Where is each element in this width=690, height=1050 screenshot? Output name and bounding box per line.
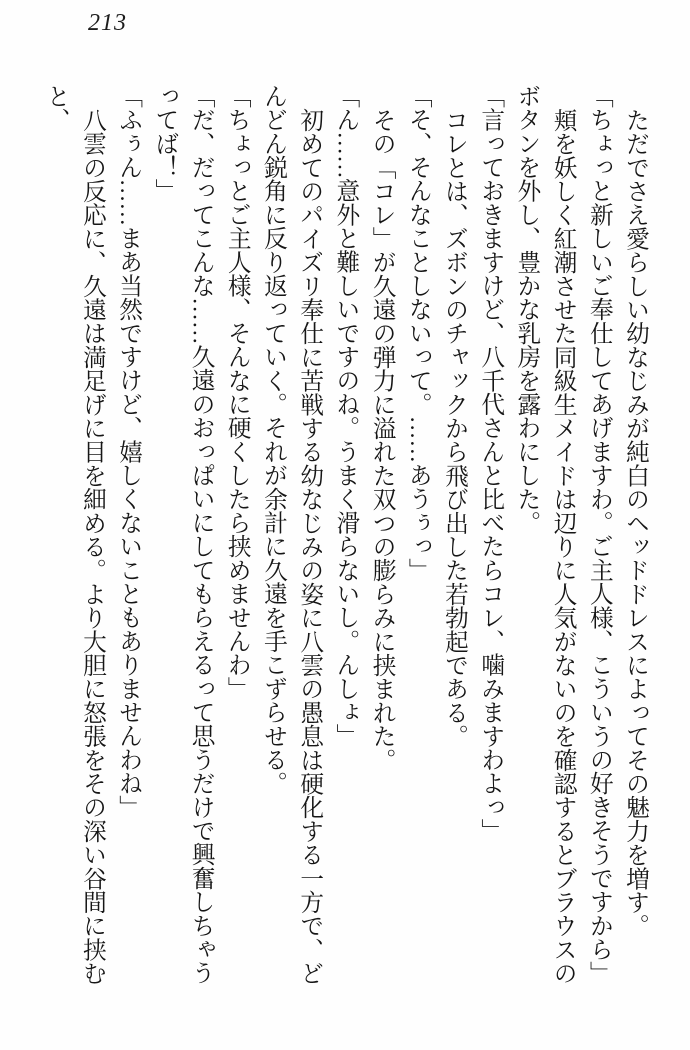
- paragraph: 「そ、そんなことしないって。……あうぅっ」: [404, 84, 431, 582]
- paragraph: コレとは、ズボンのチャックから飛び出した若勃起である。: [440, 107, 467, 748]
- paragraph: 「言っておきますけど、八千代さんと比べたらコレ、噛みますわよっ」: [477, 84, 504, 843]
- paragraph: 「だ、だってこんな……久遠のおっぱいにしてもらえるって思うだけで興奮しちゃうってば！」: [151, 84, 214, 985]
- paragraph: 「ん……意外と難しいですのね。うまく滑らないし。んしょ」: [332, 84, 359, 748]
- paragraph: 「ちょっとご主人様、そんなに硬くしたら挟めませんわ」: [223, 84, 250, 701]
- page-number: 213: [88, 10, 127, 36]
- paragraph: 「ちょっと新しいご奉仕してあげますわ。ご主人様、こういうの好きそうですから」: [585, 84, 612, 985]
- paragraph: その「コレ」が久遠の弾力に溢れた双つの膨らみに挟まれた。: [368, 107, 395, 772]
- paragraph: ただでさえ愛らしい幼なじみが純白のヘッドドレスによってその魅力を増す。: [622, 107, 648, 938]
- paragraph: 初めてのパイズリ奉仕に苦戦する幼なじみの姿に八雲の愚息は硬化する一方で、どんどん鋭角に反り返っていく。それが余計に久遠を手こずらせる。: [259, 84, 323, 985]
- paragraph: 「ふぅん……まあ当然ですけど、嬉しくないこともありませんわね」: [115, 84, 142, 819]
- vertical-text-block: [37, 84, 653, 987]
- paragraph: 頬を妖しく紅潮させた同級生メイドは辺りに人気がないのを確認するとブラウスのボタンを外し、豊かな乳房を露わにした。: [513, 84, 576, 985]
- paragraph: 八雲の反応に、久遠は満足げに目を細める。より大胆に怒張をその深い谷間に挟むと、: [42, 84, 105, 985]
